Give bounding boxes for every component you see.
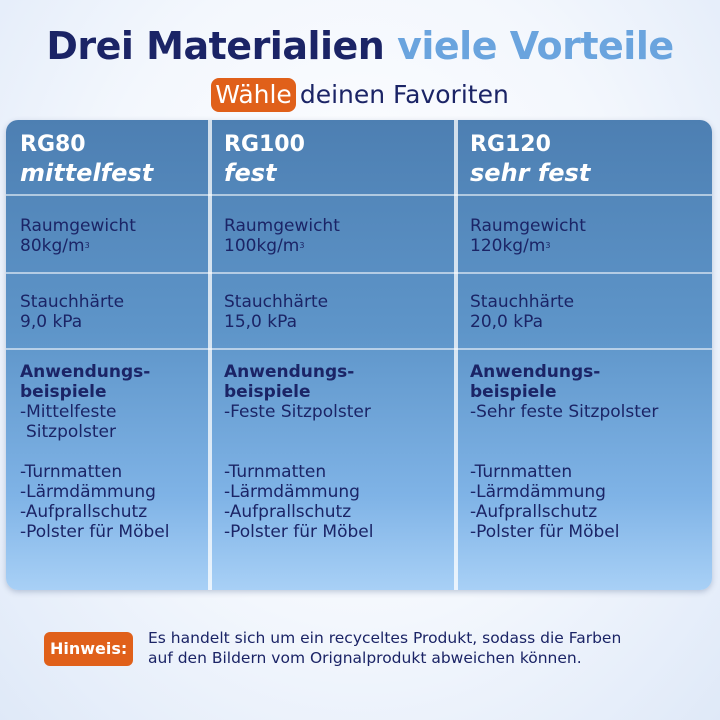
- use-primary: -Feste Sitzpolster: [224, 402, 371, 422]
- density-label: Raumgewicht: [224, 216, 340, 236]
- hardness-value: 20,0 kPa: [470, 312, 544, 332]
- density-value: 100kg/m: [224, 236, 300, 256]
- hardness-cell: [20, 292, 124, 332]
- density-exponent: 3: [299, 241, 305, 250]
- hardness-cell: [224, 292, 328, 332]
- uses-title: beispiele: [20, 382, 107, 402]
- spacer: [20, 442, 169, 462]
- use-item: -Turnmatten: [224, 462, 327, 482]
- density-value: 80kg/m: [20, 236, 85, 256]
- subtitle-highlight: Wähle: [211, 78, 296, 112]
- material-firmness: mittelfest: [20, 159, 154, 187]
- use-item: -Polster für Möbel: [224, 522, 374, 542]
- page-subtitle: [0, 76, 720, 114]
- note-label-badge: Hinweis:: [44, 632, 133, 666]
- uses-cell: [470, 362, 658, 542]
- uses-title: beispiele: [224, 382, 311, 402]
- use-item: -Lärmdämmung: [224, 482, 360, 502]
- uses-cell: [224, 362, 373, 542]
- note-line: auf den Bildern vom Orignalprodukt abweichen können.: [148, 649, 582, 667]
- use-primary: Sitzpolster: [26, 422, 116, 442]
- density-cell: [470, 216, 586, 256]
- density-exponent: 3: [84, 241, 90, 250]
- spacer: [224, 422, 373, 442]
- use-item: -Lärmdämmung: [20, 482, 156, 502]
- column-rg100: [210, 120, 456, 590]
- use-item: -Aufprallschutz: [470, 502, 598, 522]
- use-item: -Aufprallschutz: [224, 502, 352, 522]
- column-header: [470, 132, 590, 188]
- density-value: 120kg/m: [470, 236, 546, 256]
- density-cell: [224, 216, 340, 256]
- note-text: [148, 628, 698, 668]
- column-header: [20, 132, 153, 188]
- use-item: -Lärmdämmung: [470, 482, 606, 502]
- hardness-value: 15,0 kPa: [224, 312, 298, 332]
- spacer: [470, 442, 658, 462]
- column-header: [224, 132, 305, 188]
- material-firmness: sehr fest: [470, 159, 591, 187]
- hardness-label: Stauchhärte: [470, 292, 575, 312]
- use-item: -Polster für Möbel: [470, 522, 620, 542]
- page-title: [0, 18, 720, 74]
- material-code: RG80: [20, 132, 86, 157]
- spacer: [470, 422, 658, 442]
- use-item: -Turnmatten: [20, 462, 123, 482]
- uses-title: beispiele: [470, 382, 557, 402]
- uses-title: Anwendungs-: [224, 362, 355, 382]
- material-firmness: fest: [224, 159, 277, 187]
- use-primary: -Mittelfeste: [20, 402, 117, 422]
- title-part-1: Drei Materialien: [46, 24, 385, 68]
- use-item: -Turnmatten: [470, 462, 573, 482]
- density-label: Raumgewicht: [470, 216, 586, 236]
- use-item: -Aufprallschutz: [20, 502, 148, 522]
- material-code: RG120: [470, 132, 551, 157]
- hardness-label: Stauchhärte: [20, 292, 125, 312]
- column-rg120: [456, 120, 712, 590]
- hardness-value: 9,0 kPa: [20, 312, 83, 332]
- density-value-line: [470, 236, 586, 256]
- use-primary: -Sehr feste Sitzpolster: [470, 402, 659, 422]
- hardness-cell: [470, 292, 574, 332]
- column-rg80: [6, 120, 210, 590]
- density-value-line: [20, 236, 136, 256]
- note-line: Es handelt sich um ein recyceltes Produkt, sodass die Farben: [148, 629, 622, 647]
- subtitle-rest: deinen Favoriten: [299, 80, 509, 109]
- uses-title: Anwendungs-: [20, 362, 151, 382]
- density-cell: [20, 216, 136, 256]
- comparison-table: [6, 120, 712, 590]
- title-part-2: viele Vorteile: [397, 24, 674, 68]
- density-label: Raumgewicht: [20, 216, 136, 236]
- use-item: -Polster für Möbel: [20, 522, 170, 542]
- spacer: [224, 442, 373, 462]
- material-code: RG100: [224, 132, 305, 157]
- hardness-label: Stauchhärte: [224, 292, 329, 312]
- density-value-line: [224, 236, 340, 256]
- uses-title: Anwendungs-: [470, 362, 601, 382]
- uses-cell: [20, 362, 169, 542]
- density-exponent: 3: [545, 241, 551, 250]
